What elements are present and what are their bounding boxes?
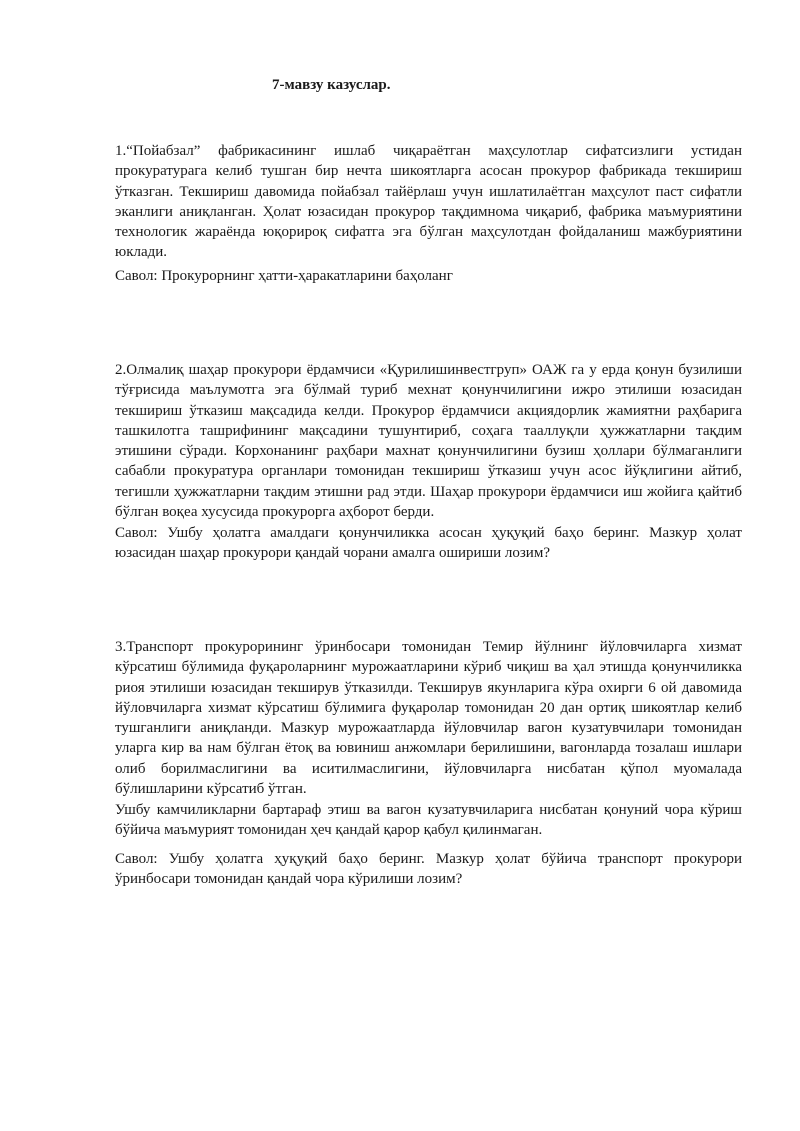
case-1-question: Савол: Прокурорнинг ҳатти-ҳаракатларини баҳоланг [115, 268, 453, 284]
case-2-text: 2.Олмалиқ шаҳар прокурори ёрдамчиси «Қурилишинвестгруп» ОАЖ га у ерда қонун бузилиши тўғрисида маълумотга эга бўлмай туриб мехнат қонунчилигини ижро этилиши юзасидан текшириш ўтказиш мақсадида келди. Прокурор ёрдамчиси акциядорлик жамиятни раҳбарига ташкилотга ташрифининг мақсадини тушунтириб, соҳага тааллуқли ҳужжатларни тақдим этишини сўради. Корхонанинг раҳбари махнат қонунчилигини бузиш ҳоллари бўлмаганлиги сабабли прокуратура органлари томонидан текшириш ўтказиш учун асос йўқлигини айтиб, тегишли ҳужжатларни тақдим этишни рад этди. Шаҳар прокурори ёрдамчиси иш жойига қайтиб бўлган воқеа хусусида прокурорга аҳборот берди. [115, 362, 742, 521]
case-3-text: 3.Транспорт прокурорининг ўринбосари томонидан Темир йўлнинг йўловчиларга хизмат кўрсатиш бўлимида фуқароларнинг мурожаатларини кўриб чиқиш ва ҳал этишда қонунчиликка риоя этилиши юзасидан текширув ўтказилди. Текширув якунларига кўра охирги 6 ой давомида йўловчиларга хизмат кўрсатиш бўлимига фуқаролар томонидан 20 дан ортиқ шикоятлар келиб тушганлиги аниқланди. Мазкур мурожаатларда йўловчилар вагон кузатувчилари томонидан уларга кир ва нам бўлган ётоқ ва ювиниш анжомлари берилишини, вагонларда тозалаш ишлари олиб борилмаслигини ва иситилмаслигини, йўловчиларга нисбатан қўпол муомалада бўлишларини кўрсатиб ўтган. [115, 639, 742, 798]
case-2-question: Савол: Ушбу ҳолатга амалдаги қонунчиликка асосан ҳуқуқий баҳо беринг. Мазкур ҳолат юзасидан шаҳар прокурори қандай чорани амалга ошириши лозим? [115, 525, 742, 562]
case-3-note: Ушбу камчиликларни бартараф этиш ва вагон кузатувчиларига нисбатан қонуний чора кўриш бўйича маъмурият томонидан ҳеч қандай қарор қабул қилинмаган. [115, 802, 742, 839]
case-3-question: Савол: Ушбу ҳолатга ҳуқуқий баҳо беринг. Мазкур ҳолат бўйича транспорт прокурори ўринбосари томонидан қандай чора кўрилиши лозим? [115, 851, 742, 888]
document-title: 7-мавзу казуслар. [272, 77, 391, 93]
case-1-text: 1.“Пойабзал” фабрикасининг ишлаб чиқараётган маҳсулотлар сифатсизлиги устидан прокуратурага келиб тушган бир нечта шикоятларга асосан прокурор фабрикада текшириш ўтказган. Текшириш давомида пойабзал тайёрлаш учун ишлатилаётган маҳсулот паст сифатли эканлиги аниқланган. Ҳолат юзасидан прокурор тақдимнома чиқариб, фабрика маъмуриятини технологик жараёнда юқорироқ сифатга эга бўлган маҳсулотдан фойдаланиш мажбуриятини юклади. [115, 143, 742, 261]
